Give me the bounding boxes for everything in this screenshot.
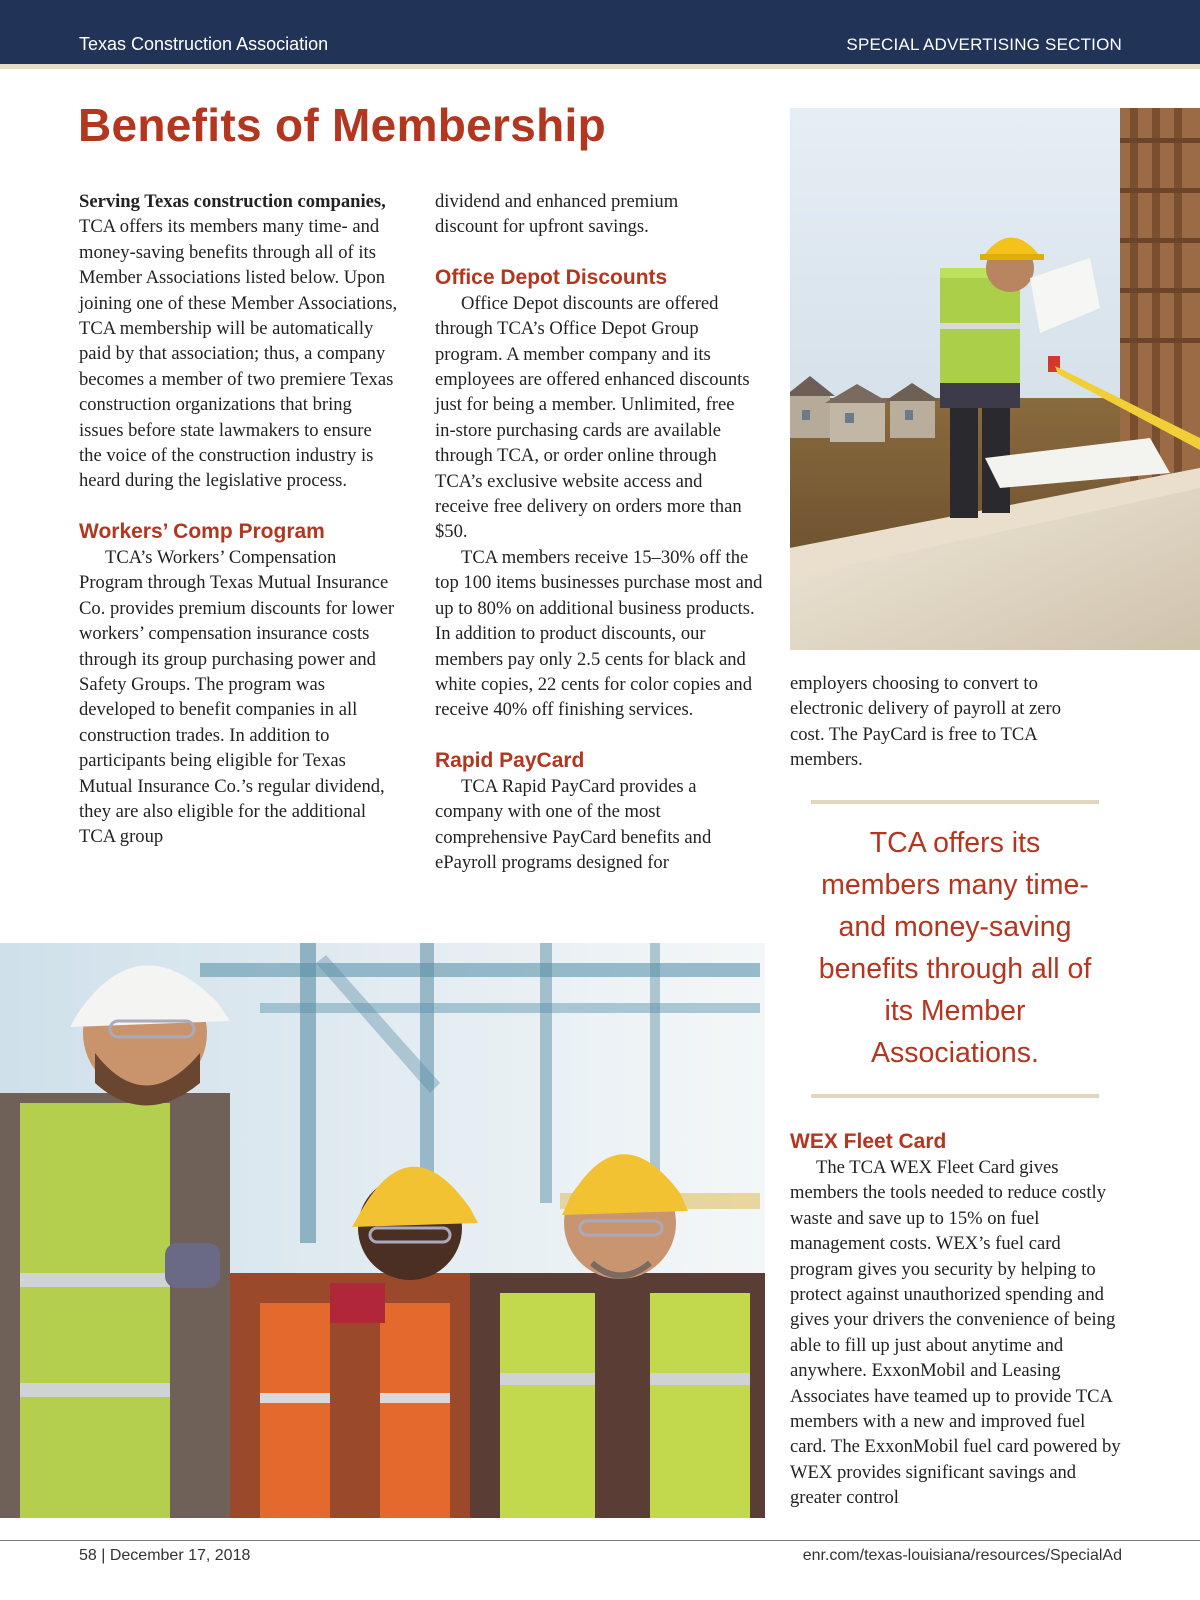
office-depot-para-1: Office Depot discounts are offered through TCA’s Office Depot Group program. A member company and its employees are offered enhanced discounts just for being a member. Unlimited, free in-store purchasing cards are available through TCA, or order online through TCA’s exclusive website access and receive free delivery on orders more than $50.	[435, 292, 750, 543]
office-depot-para-2: TCA members receive 15–30% off the top 100 items businesses purchase most and up to 80% on additional business products. In addition to product discounts, our members pay only 2.5 cents for black and white copies, 22 cents for color copies and receive 40% off finishing services.	[435, 546, 763, 721]
page-number-date: 58 | December 17, 2018	[79, 1547, 251, 1564]
page-title: Benefits of Membership	[78, 99, 607, 151]
wex-body: The TCA WEX Fleet Card gives members the tools needed to reduce costly waste and save up to 15% on fuel management costs. WEX’s fuel card program gives you security by helping to protect against unauthorized spending and gives your drivers the convenience of being able to fill up just about anytime and anywhere. ExxonMobil and Leasing Associates have teamed up to provide TCA members with a new and improved fuel card. The ExxonMobil fuel card powered by WEX provides significant savings and greater control	[790, 1157, 1121, 1509]
paycard-body: TCA Rapid PayCard provides a company with one of the most comprehensive PayCard benefits and ePayroll programs designed for	[435, 775, 712, 873]
column-1	[79, 189, 399, 850]
section-label: SPECIAL ADVERTISING SECTION	[846, 35, 1122, 54]
photo-three-workers	[0, 943, 765, 1518]
office-depot-heading: Office Depot Discounts	[435, 265, 668, 289]
photo-worker-blueprints	[790, 108, 1200, 650]
footer-url: enr.com/texas-louisiana/resources/SpecialAd	[802, 1547, 1122, 1564]
header-rule	[0, 64, 1200, 69]
paycard-continued: employers choosing to convert to electronic delivery of payroll at zero cost. The PayCard is free to TCA members.	[790, 673, 1062, 771]
wex-heading: WEX Fleet Card	[790, 1130, 947, 1153]
workers-comp-heading: Workers’ Comp Program	[79, 519, 325, 543]
publication-name: Texas Construction Association	[79, 34, 329, 54]
pull-quote	[811, 800, 1099, 1098]
intro-lead: Serving Texas construction companies,	[79, 191, 386, 212]
paycard-heading: Rapid PayCard	[435, 748, 585, 772]
workers-comp-continued: dividend and enhanced premium discount for upfront savings.	[435, 191, 679, 238]
intro-body: TCA offers its members many time- and money-saving benefits through all of its Member Associations listed below. Upon joining one of these Member Associations, TCA membership will be automatically paid by that association; thus, a company becomes a member of two premiere Texas construction organizations that bring issues before state lawmakers to ensure the voice of the construction industry is heard during the legislative process.	[79, 216, 398, 492]
footer-rule	[0, 1540, 1200, 1541]
column-3-bottom	[790, 1128, 1125, 1511]
column-3-top	[790, 671, 1110, 773]
column-2	[435, 189, 765, 875]
pull-quote-text: TCA offers its members many time- and money-saving benefits through all of its Member Associations.	[818, 827, 1092, 1069]
intro-paragraph	[79, 189, 399, 494]
workers-comp-body: TCA’s Workers’ Compensation Program through Texas Mutual Insurance Co. provides premium discounts for lower workers’ compensation insurance costs through its group purchasing power and Safety Groups. The program was developed to benefit companies in all construction trades. In addition to participants being eligible for Texas Mutual Insurance Co.’s regular dividend, they are also eligible for the additional TCA group	[79, 546, 395, 848]
